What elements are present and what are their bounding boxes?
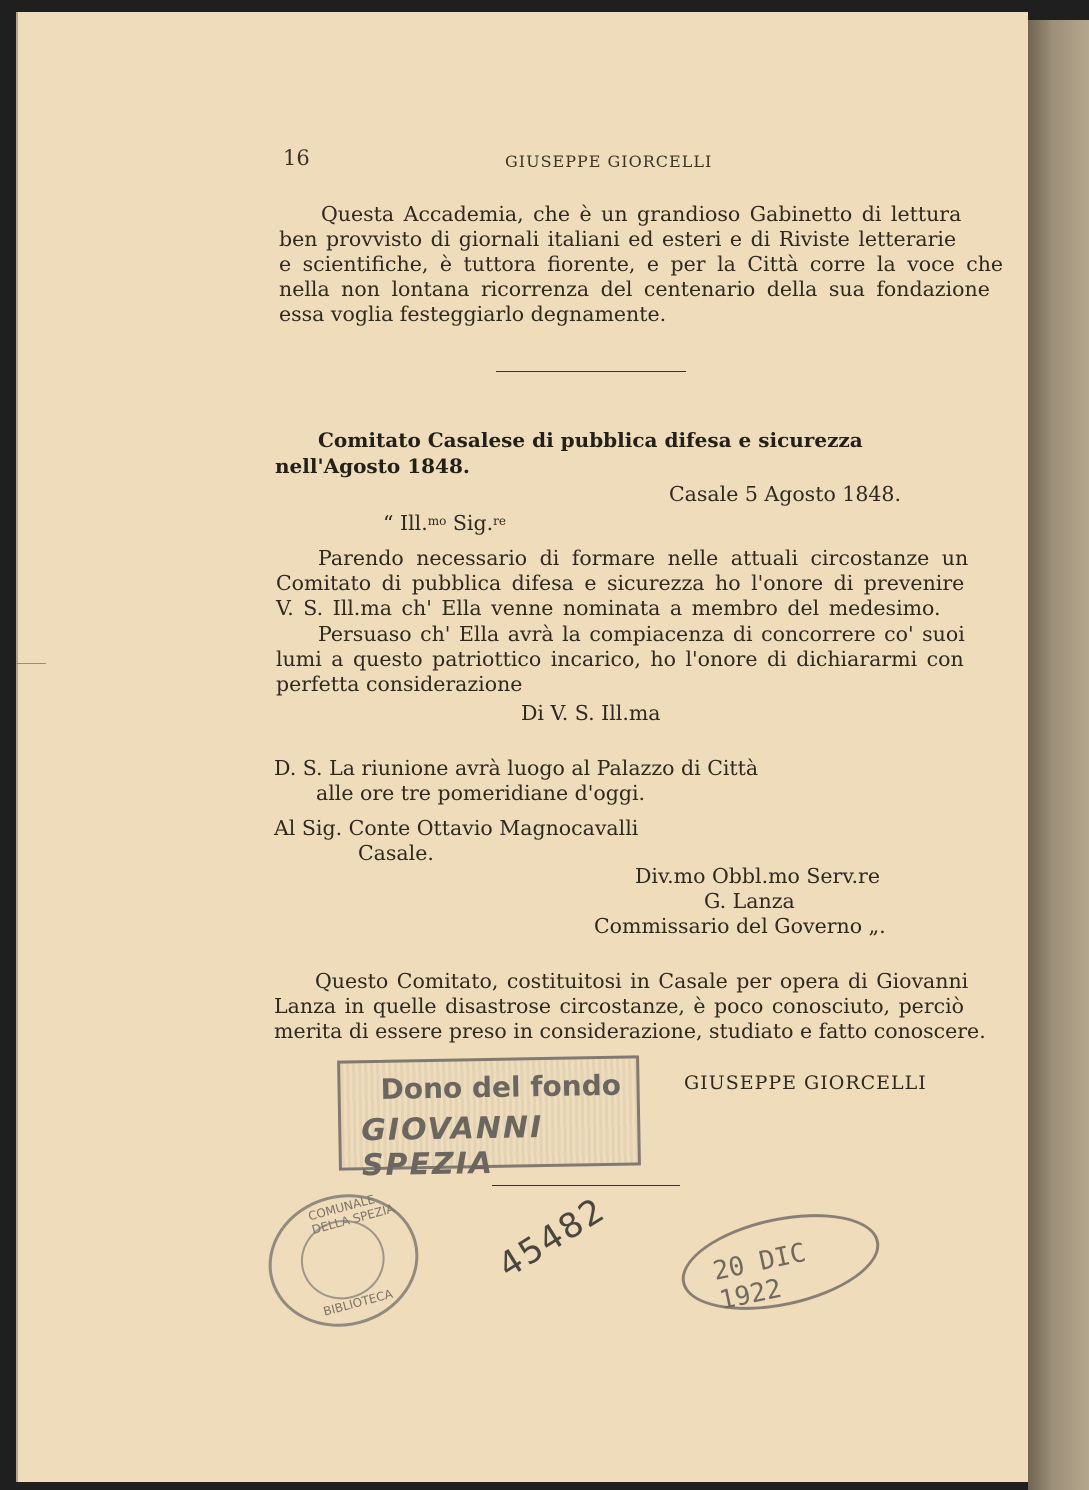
- intro-line-1: Questa Accademia, che è un grandioso Gabinetto di lettura: [321, 202, 962, 226]
- postscript: [274, 756, 758, 806]
- salutation-prefix: “ Ill.: [383, 511, 428, 535]
- place-date: Casale 5 Agosto 1848.: [669, 482, 901, 506]
- letter-body-1: [276, 546, 968, 621]
- addressee: [274, 816, 638, 866]
- next-page-edge: [1028, 20, 1089, 1490]
- inventory-number: 45482: [491, 1189, 613, 1287]
- body1-line-3: V. S. Ill.ma ch' Ella venne nominata a membro del medesimo.: [276, 596, 941, 620]
- library-donation-stamp: [337, 1055, 641, 1184]
- addressee-line-2: Casale.: [358, 841, 434, 865]
- salutation-sup-2: re: [493, 514, 506, 528]
- seal-text-bottom: BIBLIOTECA: [321, 1286, 395, 1319]
- ps-line-1: D. S. La riunione avrà luogo al Palazzo di Città: [274, 756, 759, 780]
- letter-closing: Di V. S. Ill.ma: [521, 701, 661, 725]
- author-signature: GIUSEPPE GIORCELLI: [684, 1072, 927, 1094]
- signature-line-1: Div.mo Obbl.mo Serv.re: [635, 864, 880, 888]
- page-fold-mark: [16, 663, 46, 664]
- intro-line-4: nella non lontana ricorrenza del centenario della sua fondazione: [279, 277, 990, 301]
- ps-line-2: alle ore tre pomeridiane d'oggi.: [316, 781, 646, 805]
- date-stamp-text: 20 DIC 1922: [710, 1237, 809, 1317]
- letter-body-2: [276, 622, 965, 697]
- body1-line-1: Parendo necessario di formare nelle attuali circostanze un: [318, 546, 969, 570]
- body1-line-2: Comitato di pubblica difesa e sicurezza ho l'onore di prevenire: [276, 571, 965, 595]
- salutation-mid: Sig.: [446, 511, 494, 535]
- body2-line-3: perfetta considerazione: [276, 672, 523, 696]
- body2-line-1: Persuaso ch' Ella avrà la compiacenza di concorrere co' suoi: [318, 622, 965, 646]
- intro-line-3: e scientifiche, è tuttora fiorente, e per la Città corre la voce che: [279, 252, 1004, 276]
- running-title: GIUSEPPE GIORCELLI: [505, 152, 713, 171]
- stamp-line-2: GIOVANNI SPEZIA: [360, 1110, 544, 1184]
- seal-text-top: COMUNALE DELLA SPEZIA: [306, 1192, 396, 1237]
- conclusion-line-3: merita di essere preso in considerazione, studiato e fatto conoscere.: [274, 1019, 986, 1043]
- salutation: [383, 511, 506, 536]
- signature-line-2: G. Lanza: [704, 889, 795, 913]
- divider-rule-bottom: [492, 1185, 680, 1186]
- signature-block: [594, 864, 886, 939]
- body2-line-2: lumi a questo patriottico incarico, ho l'onore di dichiararmi con: [276, 647, 964, 671]
- conclusion-line-1: Questo Comitato, costituitosi in Casale per opera di Giovanni: [315, 969, 969, 993]
- intro-paragraph: [279, 202, 1004, 327]
- conclusion-paragraph: [274, 969, 986, 1044]
- divider-rule-top: [496, 371, 686, 372]
- addressee-line-1: Al Sig. Conte Ottavio Magnocavalli: [274, 816, 639, 840]
- page-number: 16: [283, 146, 310, 170]
- signature-line-3: Commissario del Governo „.: [594, 914, 886, 938]
- stamp-line-1: Dono del fondo: [380, 1068, 622, 1106]
- section-heading: Comitato Casalese di pubblica difesa e sicurezza nell'Agosto 1848.: [275, 428, 863, 478]
- intro-line-2: ben provvisto di giornali italiani ed esteri e di Riviste letterarie: [279, 227, 957, 251]
- salutation-sup-1: mo: [427, 514, 447, 528]
- intro-line-5: essa voglia festeggiarlo degnamente.: [279, 302, 667, 326]
- conclusion-line-2: Lanza in quelle disastrose circostanze, è poco conosciuto, perciò: [274, 994, 964, 1018]
